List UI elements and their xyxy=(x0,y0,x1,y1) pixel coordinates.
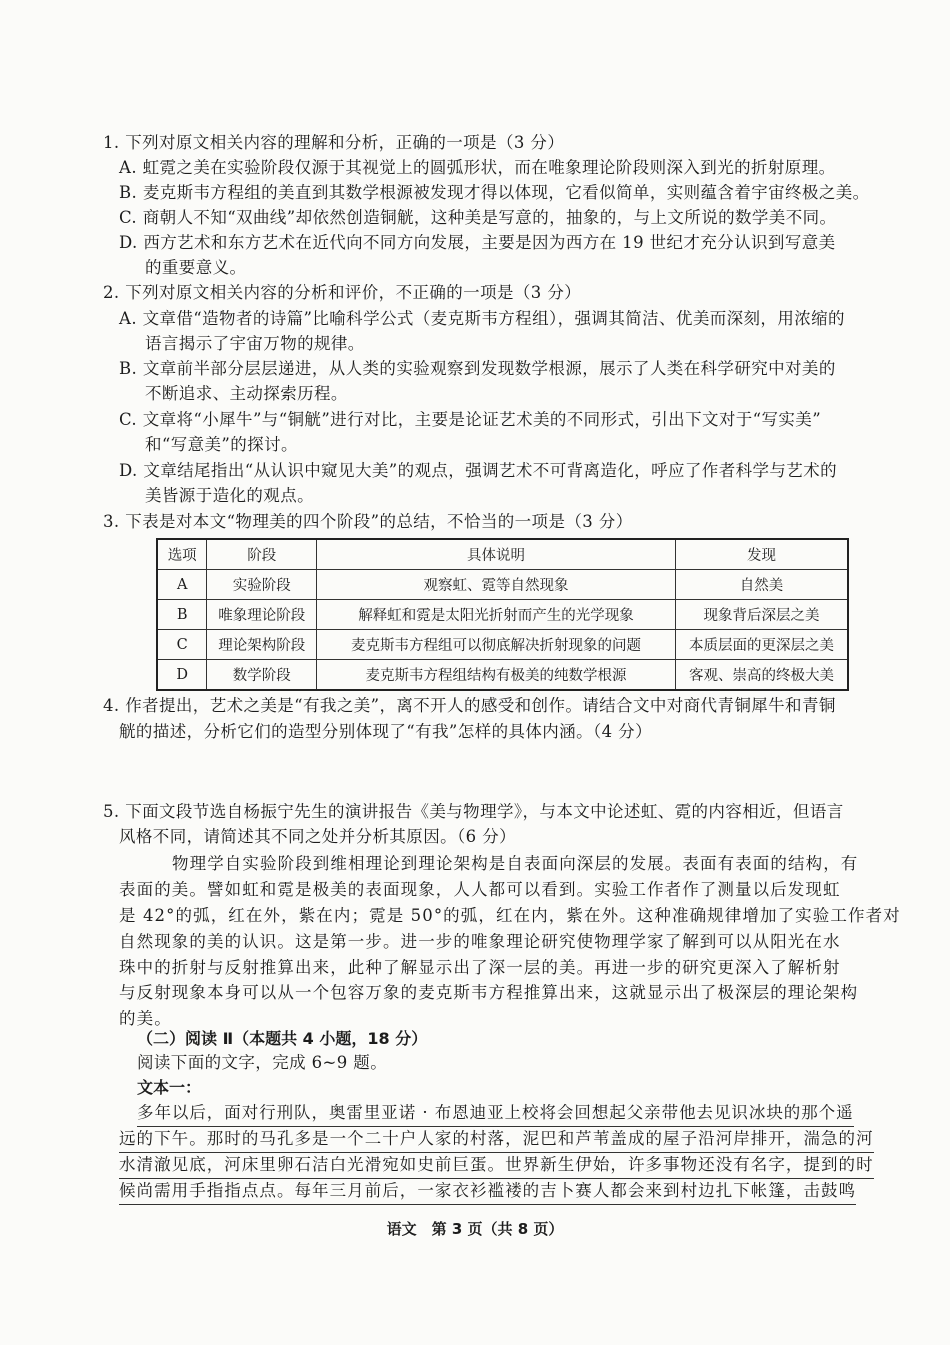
table-cell: A xyxy=(157,570,207,600)
q4-line-1: 4. 作者提出，艺术之美是“有我之美”，离不开人的感受和创作。请结合文中对商代青铜犀牛和青铜 xyxy=(103,696,836,715)
table-row xyxy=(157,660,848,691)
q2-option-c-cont: 和“写意美”的探讨。 xyxy=(145,435,298,454)
q1-option-d: D. 西方艺术和东方艺术在近代向不同方向发展，主要是因为西方在 19 世纪才充分认识到写意美 xyxy=(119,233,836,252)
q2-option-a-cont: 语言揭示了宇宙万物的规律。 xyxy=(145,334,365,353)
q5-line-2: 风格不同，请简述其不同之处并分析其原因。（6 分） xyxy=(119,827,516,846)
q1-option-d-cont: 的重要意义。 xyxy=(145,258,247,277)
table-row xyxy=(157,570,848,600)
table-cell: B xyxy=(157,600,207,630)
table-cell: 麦克斯韦方程组结构有极美的纯数学根源 xyxy=(317,660,676,691)
q2-option-d: D. 文章结尾指出“从认识中窥见大美”的观点，强调艺术不可背离造化，呼应了作者科学与艺术的 xyxy=(119,461,838,480)
section-instruction: 阅读下面的文字，完成 6~9 题。 xyxy=(137,1053,388,1072)
q5-passage-line: 是 42°的弧，红在外，紫在内；霓是 50°的弧，红在内，紫在外。这种准确规律增加了实验工作者对 xyxy=(119,906,901,925)
q5-line-1: 5. 下面文段节选自杨振宁先生的演讲报告《美与物理学》，与本文中论述虹、霓的内容相近，但语言 xyxy=(103,802,844,821)
q2-option-a: A. 文章借“造物者的诗篇”比喻科学公式（麦克斯韦方程组），强调其简洁、优美而深刻，用浓缩的 xyxy=(119,309,845,328)
q5-passage-line: 自然现象的美的认识。这是第一步。进一步的唯象理论研究使物理学家了解到可以从阳光在水 xyxy=(119,932,841,951)
q2-stem: 2. 下列对原文相关内容的分析和评价，不正确的一项是（3 分） xyxy=(103,283,582,302)
q3-stem: 3. 下表是对本文“物理美的四个阶段”的总结，不恰当的一项是（3 分） xyxy=(103,512,633,531)
q2-option-b-cont: 不断追求、主动探索历程。 xyxy=(145,384,348,403)
q2-option-b: B. 文章前半部分层层递进，从人类的实验观察到发现数学根源，展示了人类在科学研究中对美的 xyxy=(119,359,836,378)
table-cell: 现象背后深层之美 xyxy=(675,600,848,630)
table-cell: 客观、崇高的终极大美 xyxy=(675,660,848,691)
table-cell: 解释虹和霓是太阳光折射而产生的光学现象 xyxy=(317,600,676,630)
table-cell: 数学阶段 xyxy=(207,660,317,691)
header-cell: 阶段 xyxy=(207,539,317,570)
q2-option-d-cont: 美皆源于造化的观点。 xyxy=(145,486,314,505)
page-footer: 语文 第 3 页（共 8 页） xyxy=(386,1220,564,1238)
q5-passage-line: 与反射现象本身可以从一个包容万象的麦克斯韦方程推算出来，这就显示出了极深层的理论架构 xyxy=(119,983,859,1002)
table-cell: C xyxy=(157,630,207,660)
novel-excerpt-line: 水清澈见底，河床里卵石洁白光滑宛如史前巨蛋。世界新生伊始，许多事物还没有名字，提到的时 xyxy=(119,1152,874,1179)
table-cell: 唯象理论阶段 xyxy=(207,600,317,630)
novel-excerpt-line: 候尚需用手指指点点。每年三月前后，一家衣衫褴褛的吉卜赛人都会来到村边扎下帐篷，击鼓鸣 xyxy=(119,1178,856,1205)
q5-passage-line: 物理学自实验阶段到维相理论到理论架构是自表面向深层的发展。表面有表面的结构，有 xyxy=(172,854,859,873)
table-cell: 观察虹、霓等自然现象 xyxy=(317,570,676,600)
q1-option-b: B. 麦克斯韦方程组的美直到其数学根源被发现才得以体现，它看似简单，实则蕴含着宇宙终极之美。 xyxy=(119,183,870,202)
table-cell: D xyxy=(157,660,207,691)
header-cell: 具体说明 xyxy=(317,539,676,570)
q1-stem: 1. 下列对原文相关内容的理解和分析，正确的一项是（3 分） xyxy=(103,133,565,152)
table-cell: 理论架构阶段 xyxy=(207,630,317,660)
q1-option-c: C. 商朝人不知“双曲线”却依然创造铜觥，这种美是写意的，抽象的，与上文所说的数学美不同。 xyxy=(119,208,837,227)
section-heading: （二）阅读 Ⅱ（本题共 4 小题，18 分） xyxy=(137,1029,428,1048)
q5-passage-line: 的美。 xyxy=(119,1009,172,1028)
header-cell: 发现 xyxy=(675,539,848,570)
table-cell: 实验阶段 xyxy=(207,570,317,600)
q1-option-a: A. 虹霓之美在实验阶段仅源于其视觉上的圆弧形状，而在唯象理论阶段则深入到光的折射原理。 xyxy=(119,158,836,177)
novel-excerpt-line: 多年以后，面对行刑队，奥雷里亚诺 · 布恩迪亚上校将会回想起父亲带他去见识冰块的那个遥 xyxy=(137,1100,854,1127)
table-row xyxy=(157,630,848,660)
table-cell: 自然美 xyxy=(675,570,848,600)
q5-passage-line: 表面的美。譬如虹和霓是极美的表面现象，人人都可以看到。实验工作者作了测量以后发现虹 xyxy=(119,880,841,899)
q4-line-2: 觥的描述，分析它们的造型分别体现了“有我”怎样的具体内涵。（4 分） xyxy=(119,722,652,741)
q2-option-c: C. 文章将“小犀牛”与“铜觥”进行对比，主要是论证艺术美的不同形式，引出下文对于“写实美” xyxy=(119,410,822,429)
header-cell: 选项 xyxy=(157,539,207,570)
q5-passage-line: 珠中的折射与反射推算出来，此种了解显示出了深一层的美。再进一步的研究更深入了解析射 xyxy=(119,958,841,977)
novel-excerpt-line: 远的下午。那时的马孔多是一个二十户人家的村落，泥巴和芦苇盖成的屋子沿河岸排开，湍急的河 xyxy=(119,1126,874,1153)
text-one-label: 文本一： xyxy=(137,1078,202,1097)
table-row xyxy=(157,600,848,630)
summary-table xyxy=(156,538,849,691)
table-header-row xyxy=(157,539,848,570)
table-cell: 麦克斯韦方程组可以彻底解决折射现象的问题 xyxy=(317,630,676,660)
table-cell: 本质层面的更深层之美 xyxy=(675,630,848,660)
